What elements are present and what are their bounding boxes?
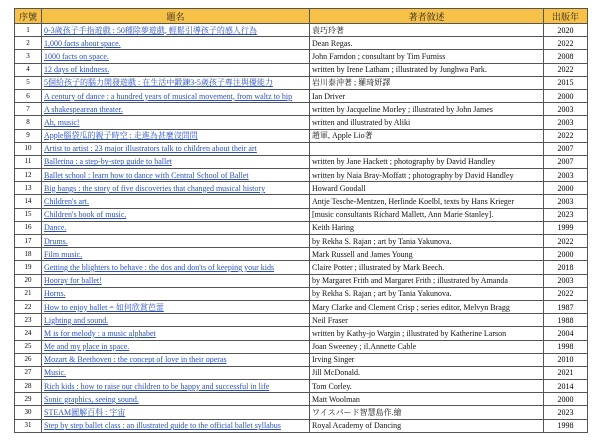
row-number: 28 (15, 380, 42, 393)
book-title-link[interactable]: Music. (44, 368, 66, 378)
title-cell (42, 182, 310, 195)
book-title-link[interactable]: Hooray for ballet! (44, 276, 102, 286)
publication-year: 2022 (544, 129, 588, 142)
book-title-link[interactable]: Children's art. (44, 197, 89, 207)
title-cell (42, 314, 310, 327)
book-title-link[interactable]: Ballerina : a step-by-step guide to ballet (44, 157, 172, 167)
table-row (15, 50, 588, 63)
row-number: 6 (15, 89, 42, 102)
header-year: 出版年 (544, 9, 588, 24)
publication-year: 2003 (544, 169, 588, 182)
author-statement: Claire Potter ; illustrated by Mark Beech. (310, 261, 544, 274)
row-number: 5 (15, 76, 42, 89)
table-row (15, 142, 588, 155)
book-title-link[interactable]: Children's book of music. (44, 210, 127, 220)
row-number: 11 (15, 155, 42, 168)
table-row (15, 221, 588, 234)
publication-year: 2014 (544, 380, 588, 393)
table-row (15, 235, 588, 248)
publication-year: 2020 (544, 24, 588, 37)
author-statement: ワイスパード智慧島作.繪 (310, 406, 544, 419)
title-cell (42, 393, 310, 406)
book-list-container (0, 8, 601, 433)
author-statement: by Rekha S. Rajan ; art by Tania Yakunova. (310, 287, 544, 300)
publication-year: 2021 (544, 366, 588, 379)
publication-year: 2015 (544, 76, 588, 89)
book-title-link[interactable]: 1000 facts on space. (44, 51, 109, 61)
author-statement: written by Kathy-jo Wargin ; illustrated by Katherine Larson (310, 327, 544, 340)
book-title-link[interactable]: Apple腦袋瓜的親子時空 : 走進為甚麼沒問問 (44, 131, 198, 141)
book-title-link[interactable]: 1,000 facts about space. (44, 38, 121, 48)
author-statement: 趙軍, Apple Lio著 (310, 129, 544, 142)
row-number: 10 (15, 142, 42, 155)
book-list-table (14, 8, 588, 433)
book-title-link[interactable]: Rich kids : how to raise our children to be happy and successful in life (44, 381, 270, 391)
title-cell (42, 76, 310, 89)
publication-year: 2007 (544, 142, 588, 155)
publication-year: 2008 (544, 50, 588, 63)
row-number: 23 (15, 314, 42, 327)
author-statement: written and illustrated by Aliki (310, 116, 544, 129)
title-cell (42, 300, 310, 313)
book-title-link[interactable]: Horns. (44, 289, 66, 299)
row-number: 18 (15, 248, 42, 261)
title-cell (42, 63, 310, 76)
title-cell (42, 327, 310, 340)
table-row (15, 406, 588, 419)
table-row (15, 340, 588, 353)
table-row (15, 314, 588, 327)
title-cell (42, 37, 310, 50)
table-row (15, 261, 588, 274)
title-cell (42, 208, 310, 221)
publication-year: 1987 (544, 300, 588, 313)
publication-year: 1988 (544, 314, 588, 327)
author-statement: Keith Haring (310, 221, 544, 234)
publication-year: 1999 (544, 221, 588, 234)
title-cell (42, 248, 310, 261)
book-title-link[interactable]: A century of dance : a hundred years of musical movement, from waltz to hip (44, 91, 293, 101)
row-number: 14 (15, 195, 42, 208)
book-title-link[interactable]: 5個給孩子的腦力開發遊戲 : 在生活中鍛鍊3-5歲孩子專注與優能力 (44, 78, 273, 88)
row-number: 16 (15, 221, 42, 234)
publication-year: 2023 (544, 208, 588, 221)
title-cell (42, 274, 310, 287)
author-statement: Matt Woolman (310, 393, 544, 406)
author-statement: written by Naia Bray-Moffatt ; photography by David Handley (310, 169, 544, 182)
title-cell (42, 50, 310, 63)
book-title-link[interactable]: 0-3歲孩子手指遊戲 : 50種除夢遊戲, 輕鬆引導孩子的感人行為 (44, 25, 257, 35)
publication-year: 1998 (544, 340, 588, 353)
author-statement: by Rekha S. Rajan ; art by Tania Yakunova. (310, 235, 544, 248)
title-cell (42, 287, 310, 300)
author-statement: by Margaret Frith and Margaret Frith ; illustrated by Amanda (310, 274, 544, 287)
table-row (15, 37, 588, 50)
title-cell (42, 155, 310, 168)
row-number: 26 (15, 353, 42, 366)
author-statement: John Farndon ; consultant by Tim Furniss (310, 50, 544, 63)
row-number: 7 (15, 103, 42, 116)
table-row (15, 24, 588, 37)
publication-year: 2000 (544, 248, 588, 261)
title-cell (42, 169, 310, 182)
table-row (15, 182, 588, 195)
author-statement: Antje Tesche-Mentzen, Herlinde Koelbl, texts by Hans Krieger (310, 195, 544, 208)
book-title-link[interactable]: Film music. (44, 249, 83, 259)
book-title-link[interactable]: Drums. (44, 236, 68, 246)
publication-year: 2000 (544, 393, 588, 406)
publication-year: 2022 (544, 287, 588, 300)
row-number: 4 (15, 63, 42, 76)
table-row (15, 116, 588, 129)
header-author: 著者敘述 (310, 9, 544, 24)
book-title-link[interactable]: Me and my place in space. (44, 342, 130, 352)
row-number: 9 (15, 129, 42, 142)
header-number: 序號 (15, 9, 42, 24)
row-number: 25 (15, 340, 42, 353)
book-title-link[interactable]: A shakespearean theater. (44, 104, 123, 114)
author-statement: 岩川泰沖著 ; 羅琦妍譯 (310, 76, 544, 89)
row-number: 1 (15, 24, 42, 37)
book-title-link[interactable]: 12 days of kindness. (44, 65, 110, 75)
table-row (15, 380, 588, 393)
publication-year: 2010 (544, 353, 588, 366)
title-cell (42, 340, 310, 353)
title-cell (42, 235, 310, 248)
table-row (15, 208, 588, 221)
row-number: 12 (15, 169, 42, 182)
table-row (15, 327, 588, 340)
title-cell (42, 129, 310, 142)
title-cell (42, 24, 310, 37)
book-title-link[interactable]: Mozart & Beethoven : the concept of love in their operas (44, 355, 227, 365)
book-title-link[interactable]: Sonic graphics, seeing sound. (44, 394, 139, 404)
table-row (15, 287, 588, 300)
row-number: 2 (15, 37, 42, 50)
table-row (15, 419, 588, 432)
title-cell (42, 221, 310, 234)
book-title-link[interactable]: M is for melody : a music alphabet (44, 328, 156, 338)
title-cell (42, 366, 310, 379)
author-statement: Dean Regas. (310, 37, 544, 50)
title-cell (42, 116, 310, 129)
book-title-link[interactable]: Step by step ballet class : an illustrated guide to the official ballet syllabus (44, 421, 281, 431)
publication-year: 2007 (544, 155, 588, 168)
author-statement (310, 142, 544, 155)
row-number: 8 (15, 116, 42, 129)
title-cell (42, 103, 310, 116)
author-statement: Joan Sweeney ; il.Annette Cable (310, 340, 544, 353)
title-cell (42, 353, 310, 366)
publication-year: 1998 (544, 419, 588, 432)
author-statement: Howard Goodall (310, 182, 544, 195)
title-cell (42, 261, 310, 274)
row-number: 20 (15, 274, 42, 287)
row-number: 15 (15, 208, 42, 221)
author-statement: 袁巧玲著 (310, 24, 544, 37)
book-title-link[interactable]: Getting the blighters to behave : the dos and don'ts of keeping your kids (44, 262, 275, 272)
row-number: 22 (15, 300, 42, 313)
row-number: 30 (15, 406, 42, 419)
book-title-link[interactable]: Lighting and sound. (44, 315, 109, 325)
book-title-link[interactable]: Dance. (44, 223, 67, 233)
header-title: 題名 (42, 9, 310, 24)
book-title-link[interactable]: Artist to artist : 23 major illustrators talk to children about their art (44, 144, 257, 154)
row-number: 3 (15, 50, 42, 63)
publication-year: 2022 (544, 63, 588, 76)
author-statement: Royal Academy of Dancing (310, 419, 544, 432)
table-row (15, 353, 588, 366)
author-statement: Mark Russell and James Young (310, 248, 544, 261)
table-row (15, 248, 588, 261)
table-row (15, 300, 588, 313)
book-title-link[interactable]: Big bangs : the story of five discoveries that changed musical history (44, 183, 266, 193)
publication-year: 2022 (544, 37, 588, 50)
row-number: 27 (15, 366, 42, 379)
publication-year: 2003 (544, 274, 588, 287)
table-row (15, 169, 588, 182)
title-cell (42, 419, 310, 432)
author-statement: Neil Fraser (310, 314, 544, 327)
book-title-link[interactable]: Ballet school : learn how to dance with Central School of Ballet (44, 170, 249, 180)
row-number: 17 (15, 235, 42, 248)
table-row (15, 274, 588, 287)
row-number: 29 (15, 393, 42, 406)
publication-year: 2018 (544, 261, 588, 274)
publication-year: 2022 (544, 235, 588, 248)
title-cell (42, 195, 310, 208)
table-header-row (15, 9, 588, 24)
title-cell (42, 142, 310, 155)
row-number: 19 (15, 261, 42, 274)
publication-year: 2004 (544, 327, 588, 340)
author-statement: Tom Corley. (310, 380, 544, 393)
row-number: 21 (15, 287, 42, 300)
table-row (15, 76, 588, 89)
table-body (15, 24, 588, 433)
author-statement: Ian Driver (310, 89, 544, 102)
publication-year: 2003 (544, 116, 588, 129)
author-statement: written by Jacqueline Morley ; illustrated by John James (310, 103, 544, 116)
publication-year: 2000 (544, 182, 588, 195)
author-statement: written by Jane Hackett ; photography by David Handley (310, 155, 544, 168)
publication-year: 2003 (544, 195, 588, 208)
table-row (15, 393, 588, 406)
author-statement: Mary Clarke and Clement Crisp ; series editor, Melvyn Bragg (310, 300, 544, 313)
publication-year: 2003 (544, 103, 588, 116)
book-title-link[interactable]: Ah, music! (44, 117, 80, 127)
table-row (15, 129, 588, 142)
table-row (15, 195, 588, 208)
table-row (15, 155, 588, 168)
book-title-link[interactable]: STEAM圖解百科 : 宇宙 (44, 408, 126, 418)
author-statement: [music consultants Richard Mallett, Ann Marie Stanley]. (310, 208, 544, 221)
row-number: 13 (15, 182, 42, 195)
table-row (15, 89, 588, 102)
table-row (15, 103, 588, 116)
table-row (15, 63, 588, 76)
author-statement: written by Irene Latham ; illustrated by Junghwa Park. (310, 63, 544, 76)
author-statement: Irving Singer (310, 353, 544, 366)
title-cell (42, 380, 310, 393)
publication-year: 2000 (544, 89, 588, 102)
author-statement: Jill McDonald. (310, 366, 544, 379)
title-cell (42, 406, 310, 419)
book-title-link[interactable]: How to enjoy ballet = 如何欣賞芭蕾 (44, 302, 164, 312)
row-number: 31 (15, 419, 42, 432)
publication-year: 2023 (544, 406, 588, 419)
table-row (15, 366, 588, 379)
title-cell (42, 89, 310, 102)
row-number: 24 (15, 327, 42, 340)
